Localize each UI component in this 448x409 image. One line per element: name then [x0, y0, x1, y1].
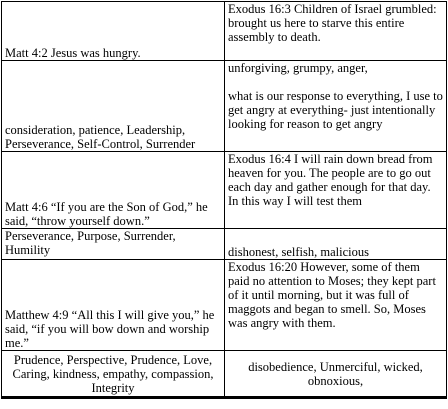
table-cell-right: Exodus 16:20 However, some of them paid no attention to Moses; they kept part of it until morning, but it was full of maggots and began to smell. So, Moses was angry with them. — [225, 260, 447, 351]
blank-line — [228, 75, 443, 89]
table-row — [2, 260, 447, 351]
table-cell-right — [225, 61, 447, 152]
table-row — [2, 351, 447, 398]
table-row — [2, 229, 447, 260]
cell-text-line: unforgiving, grumpy, anger, — [228, 61, 368, 75]
table-row — [2, 2, 447, 61]
table-cell-right: disobedience, Unmerciful, wicked, obnoxious, — [225, 351, 447, 398]
table-cell-left: Matt 4:6 “If you are the Son of God,” he said, “throw yourself down.” — [2, 152, 225, 229]
table-cell-left: Perseverance, Purpose, Surrender, Humility — [2, 229, 225, 260]
table-row — [2, 152, 447, 229]
cell-text-line: what is our response to everything, I use to get angry at everything- just intentionally looking for reason to get angry — [228, 89, 443, 131]
table-cell-right: Exodus 16:3 Children of Israel grumbled: brought us here to starve this entire assembly to death. — [225, 2, 447, 61]
table-cell-left: consideration, patience, Leadership, Perseverance, Self-Control, Surrender — [2, 61, 225, 152]
table-row — [2, 61, 447, 152]
table-cell-right: dishonest, selfish, malicious — [225, 229, 447, 260]
table-cell-left: Prudence, Perspective, Prudence, Love, Caring, kindness, empathy, compassion, Integrity — [2, 351, 225, 398]
table-cell-left: Matthew 4:9 “All this I will give you,” he said, “if you will bow down and worship me.” — [2, 260, 225, 351]
table-cell-left: Matt 4:2 Jesus was hungry. — [2, 2, 225, 61]
table-cell-right: Exodus 16:4 I will rain down bread from heaven for you. The people are to go out each day and gather enough for that day. In this way I will test them — [225, 152, 447, 229]
comparison-table — [1, 1, 447, 399]
